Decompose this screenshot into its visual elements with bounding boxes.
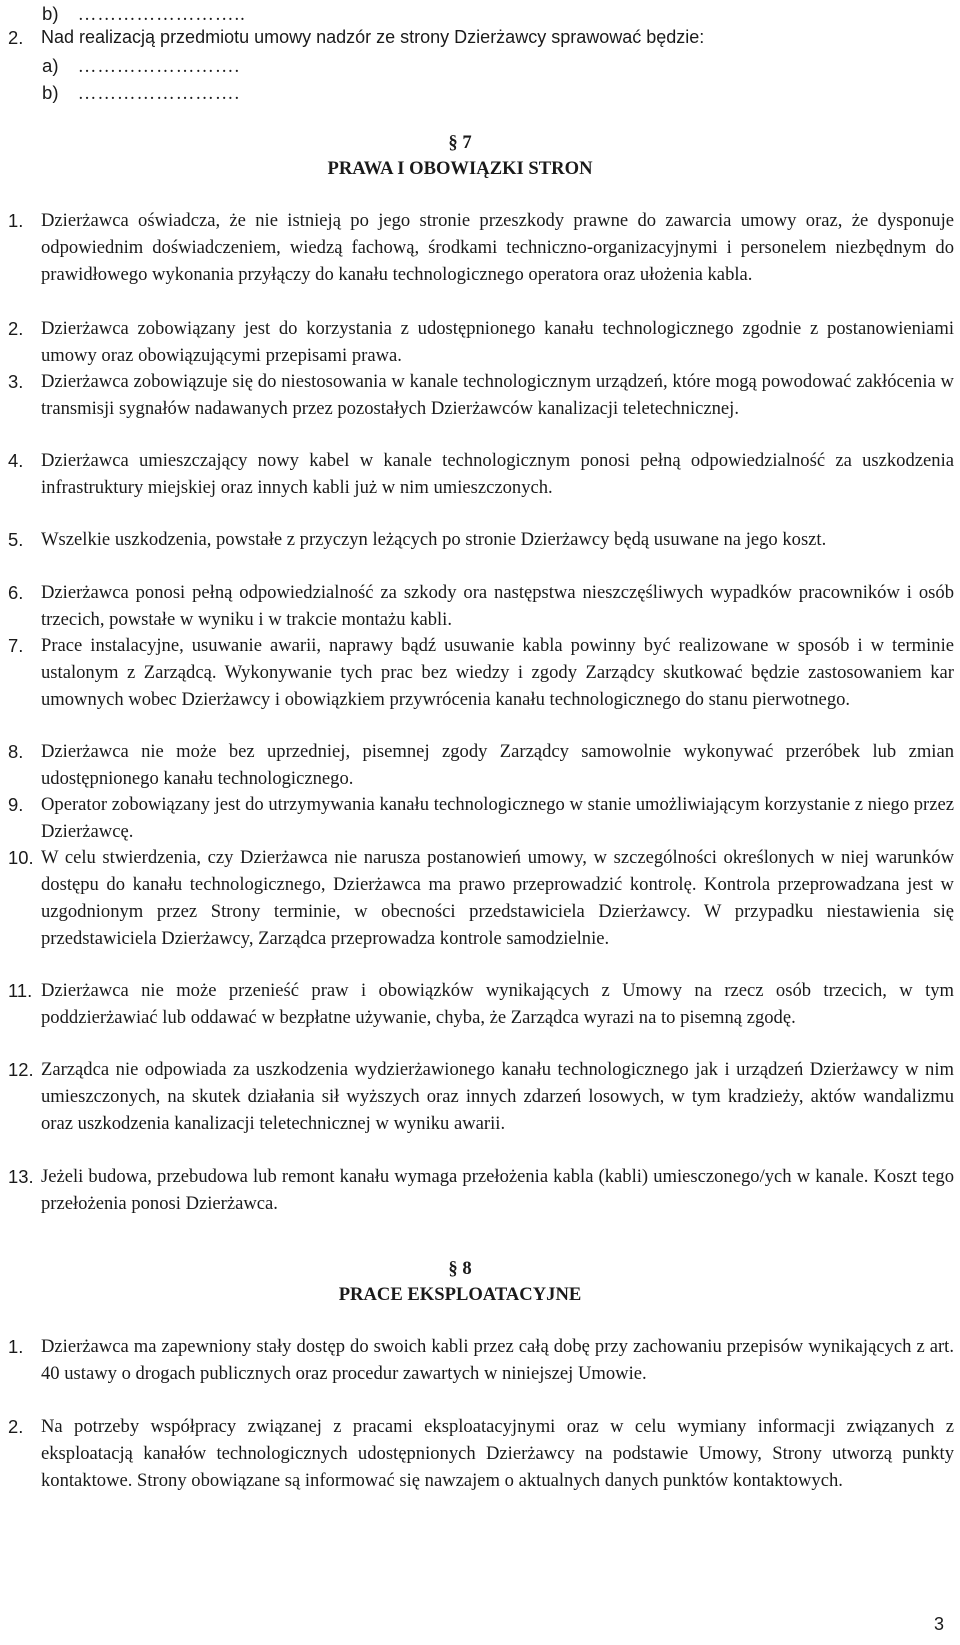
list-text: Dzierżawca nie może przenieść praw i obowiązków wynikających z Umowy na rzecz osób trzecich, w tym poddzierżawiać lub oddawać w bezpłatne używanie, chyba, że Zarządca wyrazi na to pisemną zgodę. <box>41 980 954 1029</box>
list-item <box>8 579 954 633</box>
list-item <box>8 844 954 952</box>
list-item <box>8 738 954 792</box>
list-item <box>8 1056 954 1137</box>
list-marker: 1. <box>8 210 24 231</box>
list-item <box>8 447 954 501</box>
sub-item-marker: b) <box>42 82 59 103</box>
section-8-title: PRACE EKSPLOATACYJNE <box>338 1284 582 1305</box>
sub-item-marker: b) <box>42 3 59 24</box>
list-item <box>8 1413 954 1494</box>
list-text: Nad realizacją przedmiotu umowy nadzór ze strony Dzierżawcy sprawować będzie: <box>41 27 705 47</box>
list-text: Dzierżawca ponosi pełną odpowiedzialność za szkody ora następstwa nieszczęśliwych wypadków pracowników i osób trzecich, powstałe w wyniku i w trakcie montażu kabli. <box>41 582 954 631</box>
list-text: Zarządca nie odpowiada za uszkodzenia wydzierżawionego kanału technologicznego jak i urządzeń Dzierżawcy w nim umieszczonych, na skutek działania sił wyższych oraz innych zdarzeń losowych, w tym kradzieży, aktów wandalizmu oraz uszkodzenia kanalizacji teletechnicznej w wyniku awarii. <box>41 1059 954 1135</box>
list-marker: 3. <box>8 371 24 392</box>
list-item <box>8 1333 954 1387</box>
list-marker: 10. <box>8 847 34 868</box>
list-text: Prace instalacyjne, usuwanie awarii, naprawy bądź usuwanie kabla powinny być realizowane w sposób i w terminie ustalonym z Zarządcą. Wykonywanie tych prac bez wiedzy i zgody Zarządcy skutkować będzie zastosowaniem kar umownych wobec Dzierżawcy i obowiązkiem przywrócenia kanału technologicznego do stanu pierwotnego. <box>41 635 954 711</box>
list-text: Dzierżawca zobowiązuje się do niestosowania w kanale technologicznym urządzeń, które mogą powodować zakłócenia w transmisji sygnałów nadawanych przez pozostałych Dzierżawców kanalizacji teletechnicznej. <box>41 371 954 420</box>
list-item <box>8 632 954 713</box>
sub-item-dots: …………………….. <box>77 4 246 25</box>
list-item <box>8 791 954 845</box>
list-marker: 5. <box>8 529 24 550</box>
list-item <box>8 368 954 422</box>
list-text: Dzierżawca oświadcza, że nie istnieją po jego stronie przeszkody prawne do zawarcia umowy oraz, że dysponuje odpowiednim doświadczeniem, wiedzą fachową, środkami techniczno-organizacyjnymi i personelem niezbędnym do prawidłowego wykonania przyłączy do kanału technologicznego operatora oraz ułożenia kabla. <box>41 210 954 286</box>
list-marker: 2. <box>8 1416 24 1437</box>
list-marker: 2. <box>8 318 24 339</box>
sub-item-dots: ……………………. <box>77 83 241 104</box>
list-marker: 7. <box>8 635 24 656</box>
list-text: Na potrzeby współpracy związanej z pracami eksploatacyjnymi oraz w celu wymiany informacji związanych z eksploatacją kanałów technologicznych udostępnionych Dzierżawcy na podstawie Umowy, Strony utworzą punkty kontaktowe. Strony obowiązane są informować się nawzajem o aktualnych danych punktów kontaktowych. <box>41 1416 954 1492</box>
sub-item-a <box>42 52 240 80</box>
section-7-symbol: § 7 <box>448 132 472 153</box>
sub-item-marker: a) <box>42 55 59 76</box>
list-text: Jeżeli budowa, przebudowa lub remont kanału wymaga przełożenia kabla (kabli) umiesczonego/ych w kanale. Koszt tego przełożenia ponosi Dzierżawca. <box>41 1166 954 1215</box>
section-7-title: PRAWA I OBOWIĄZKI STRON <box>327 158 593 179</box>
list-text: W celu stwierdzenia, czy Dzierżawca nie narusza postanowień umowy, w szczególności określonych w niej warunków dostępu do kanału technologicznego, Dzierżawca ma prawo przeprowadzić kontrolę. Kontrola przeprowadzana jest w uzgodnionym przez Strony terminie, w obecności przedstawiciela Dzierżawcy. W przypadku niestawienia się przedstawiciela Dzierżawcy, Zarządca przeprowadza kontrole samodzielnie. <box>41 847 954 950</box>
sub-item-dots: ……………………. <box>77 56 241 77</box>
list-item <box>8 315 954 369</box>
list-text: Dzierżawca nie może bez uprzedniej, pisemnej zgody Zarządcy samowolnie wykonywać przeróbek lub zmian udostępnionego kanału technologicznego. <box>41 741 954 790</box>
list-marker: 11. <box>8 980 33 1001</box>
list-item <box>8 526 954 553</box>
list-marker: 1. <box>8 1336 24 1357</box>
list-marker: 13. <box>8 1166 34 1187</box>
page-number: 3 <box>933 1614 944 1634</box>
list-marker: 2. <box>8 27 24 48</box>
list-marker: 6. <box>8 582 24 603</box>
list-marker: 8. <box>8 741 24 762</box>
list-item <box>8 1163 954 1217</box>
list-text: Dzierżawca zobowiązany jest do korzystania z udostępnionego kanału technologicznego zgodnie z postanowieniami umowy oraz obowiązującymi przepisami prawa. <box>41 318 954 367</box>
list-text: Wszelkie uszkodzenia, powstałe z przyczyn leżących po stronie Dzierżawcy będą usuwane na jego koszt. <box>41 529 827 550</box>
list-marker: 12. <box>8 1059 34 1080</box>
list-text: Dzierżawca ma zapewniony stały dostęp do swoich kabli przez całą dobę przy zachowaniu przepisów wynikających z art. 40 ustawy o drogach publicznych oraz procedur zawartych w niniejszej Umowie. <box>41 1336 954 1385</box>
list-text: Operator zobowiązany jest do utrzymywania kanału technologicznego w stanie umożliwiającym korzystanie z niego przez Dzierżawcę. <box>41 794 954 843</box>
section-8-symbol: § 8 <box>448 1258 472 1279</box>
list-item <box>8 207 954 288</box>
list-text: Dzierżawca umieszczający nowy kabel w kanale technologicznym ponosi pełną odpowiedzialność za uszkodzenia infrastruktury miejskiej oraz innych kabli już w nim umieszczonych. <box>41 450 954 499</box>
sub-item-b <box>42 79 240 107</box>
list-marker: 9. <box>8 794 24 815</box>
list-marker: 4. <box>8 450 24 471</box>
list-item <box>8 977 954 1031</box>
list-item-2-top <box>8 24 954 51</box>
